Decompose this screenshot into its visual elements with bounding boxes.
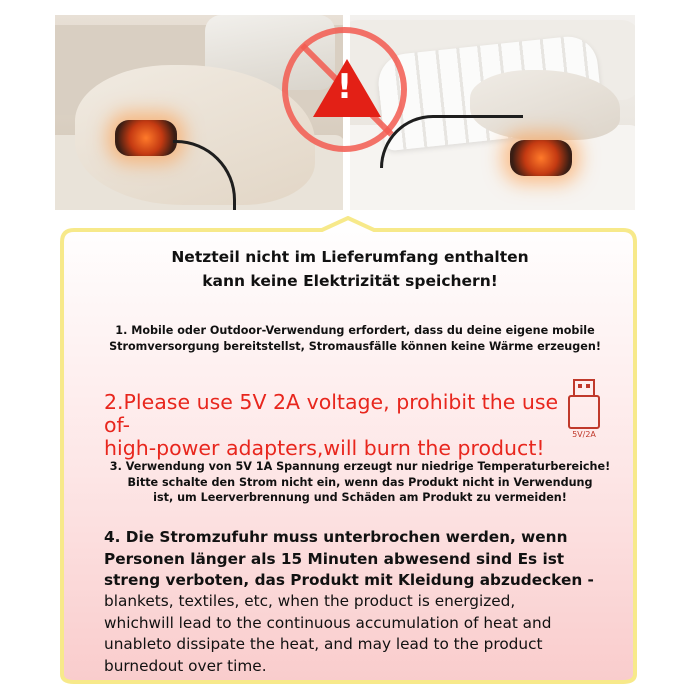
item-line: 3. Verwendung von 5V 1A Spannung erzeugt nur niedrige Temperaturbereiche! [109, 460, 611, 473]
item-line: blankets, textiles, etc, when the product is energized, [104, 592, 516, 610]
notice-item-4-continued [104, 591, 634, 677]
item-line: streng verboten, das Produkt mit Kleidung abzudecken - [104, 571, 594, 589]
notice-item-2-warning [104, 391, 559, 460]
notice-heading [100, 245, 600, 293]
item-line: whichwill lead to the continuous accumulation of heat and [104, 613, 552, 632]
item-line: unableto dissipate the heat, and may lead to the product [104, 635, 543, 653]
item-line: 2.Please use 5V 2A voltage, prohibit the use of- [104, 390, 559, 437]
heating-pad-glowing [115, 120, 177, 156]
exclamation-icon: ! [336, 67, 353, 107]
item-line: 4. Die Stromzufuhr muss unterbrochen werden, wenn [104, 528, 568, 546]
heading-line: kann keine Elektrizität speichern! [202, 272, 498, 290]
item-line: burnedout over time. [104, 656, 267, 675]
usb-voltage-label: 5V/2A [572, 430, 596, 439]
item-line: high-power adapters,will burn the product! [104, 436, 545, 460]
prohibition-warning-icon [282, 27, 407, 152]
item-line: Bitte schalte den Strom nicht ein, wenn das Produkt nicht in Verwendung [127, 475, 593, 489]
notice-item-1 [95, 323, 615, 355]
notice-item-4-bold [104, 527, 624, 592]
item-line: 1. Mobile oder Outdoor-Verwendung erfordert, dass du deine eigene mobile [115, 324, 595, 337]
heading-line: Netzteil nicht im Lieferumfang enthalten [171, 248, 529, 266]
item-line: Personen länger als 15 Minuten abwesend sind Es ist [104, 549, 565, 568]
notice-item-3 [90, 459, 630, 506]
item-line: Stromversorgung bereitstellst, Stromausfälle können keine Wärme erzeugen! [109, 340, 601, 353]
item-line: ist, um Leerverbrennung und Schäden am Produkt zu vermeiden! [153, 491, 567, 504]
